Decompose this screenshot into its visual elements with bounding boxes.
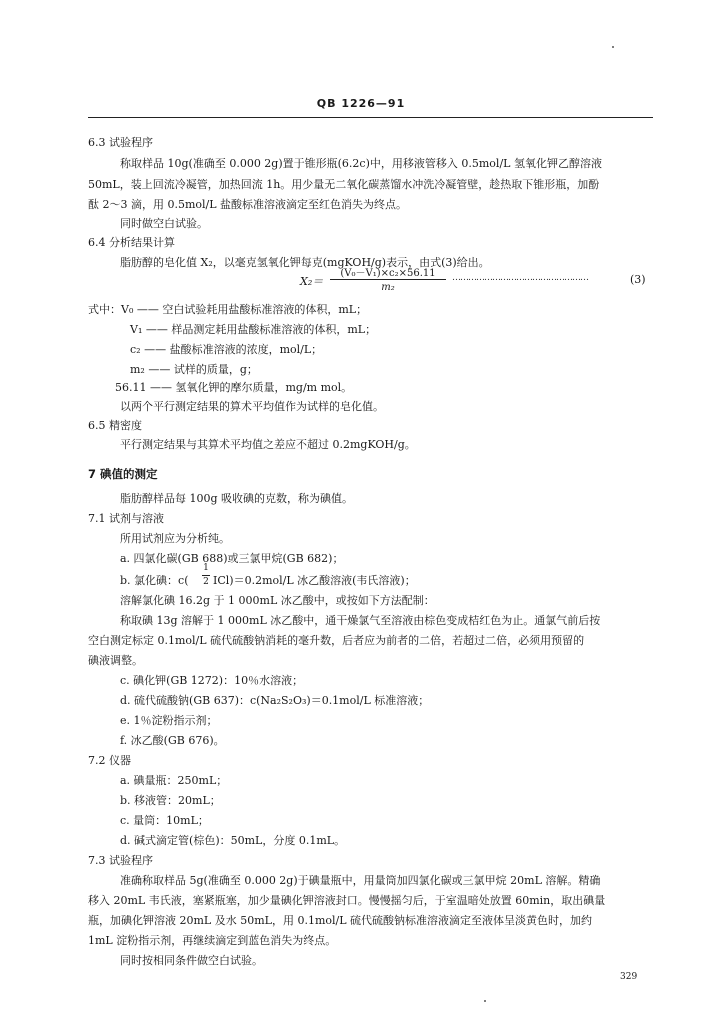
paragraph-line: 碘液调整。 xyxy=(88,654,143,667)
variable-definition: c₂ —— 盐酸标准溶液的浓度，mol/L； xyxy=(130,343,323,356)
formula-number: (3) xyxy=(630,273,646,286)
list-item: a. 四氯化碳(GB 688)或三氯甲烷(GB 682)； xyxy=(120,552,344,565)
paragraph-line: 移入 20mL 韦氏液，塞紧瓶塞，加少量碘化钾溶液封口。慢慢摇匀后，于室温暗处放置 60min，取出碘量 xyxy=(88,894,606,907)
paragraph-line: 溶解氯化碘 16.2g 于 1 000mL 冰乙酸中，或按如下方法配制： xyxy=(120,594,435,607)
formula-fraction-line xyxy=(330,279,446,280)
variable-definition: 式中：V₀ —— 空白试验耗用盐酸标准溶液的体积，mL； xyxy=(88,303,368,316)
list-item: d. 碱式滴定管(棕色)：50mL，分度 0.1mL。 xyxy=(120,834,346,847)
paragraph-line: 平行测定结果与其算术平均值之差应不超过 0.2mgKOH/g。 xyxy=(120,438,416,451)
list-item-continued: ICl)＝0.2mol/L 冰乙酸溶液(韦氏溶液)； xyxy=(213,574,416,587)
inline-fraction-denominator: 2 xyxy=(203,577,209,587)
paragraph-line: 酞 2～3 滴，用 0.5mol/L 盐酸标准溶液滴定至红色消失为终点。 xyxy=(88,198,408,211)
formula-leader-dots: …………………………………………… xyxy=(452,273,588,283)
list-item: b. 移液管：20mL； xyxy=(120,794,221,807)
paragraph-line: 以两个平行测定结果的算术平均值作为试样的皂化值。 xyxy=(120,400,384,413)
paragraph-line: 空白测定标定 0.1mol/L 硫代硫酸钠消耗的毫升数，后者应为前者的二倍，若超过二倍，必须用预留的 xyxy=(88,634,585,647)
section-heading-7-2: 7.2 仪器 xyxy=(88,754,131,767)
header-rule xyxy=(88,117,653,118)
scan-speck xyxy=(612,46,614,48)
list-item: f. 冰乙酸(GB 676)。 xyxy=(120,734,225,747)
variable-definition: V₁ —— 样品测定耗用盐酸标准溶液的体积，mL； xyxy=(130,323,377,336)
chapter-heading-7: 7 碘值的测定 xyxy=(88,467,158,481)
paragraph-line: 脂肪醇的皂化值 X₂，以毫克氢氧化钾每克(mgKOH/g)表示，由式(3)给出。 xyxy=(120,256,490,269)
paragraph-line: 瓶，加碘化钾溶液 20mL 及水 50mL，用 0.1mol/L 硫代硫酸钠标准溶液滴定至液体呈淡黄色时，加约 xyxy=(88,914,593,927)
paragraph-line: 脂肪醇样品每 100g 吸收碘的克数，称为碘值。 xyxy=(120,492,354,505)
paragraph-line: 称取样品 10g(准确至 0.000 2g)置于锥形瓶(6.2c)中，用移液管移入 0.5mol/L 氢氧化钾乙醇溶液 xyxy=(120,157,602,170)
list-item: b. 氯化碘：c( xyxy=(120,574,189,587)
paragraph-line: 同时按相同条件做空白试验。 xyxy=(120,954,263,967)
standard-code-header: QB 1226—91 xyxy=(316,97,406,110)
formula-denominator: m₂ xyxy=(381,282,395,293)
paragraph-line: 所用试剂应为分析纯。 xyxy=(120,532,230,545)
list-item: a. 碘量瓶：250mL； xyxy=(120,774,228,787)
paragraph-line: 同时做空白试验。 xyxy=(120,217,208,230)
section-heading-6-3: 6.3 试验程序 xyxy=(88,136,153,149)
section-heading-7-3: 7.3 试验程序 xyxy=(88,854,153,867)
section-heading-6-5: 6.5 精密度 xyxy=(88,419,142,432)
variable-definition: 56.11 —— 氢氧化钾的摩尔质量，mg/m mol。 xyxy=(115,381,353,394)
paragraph-line: 1mL 淀粉指示剂，再继续滴定到蓝色消失为终点。 xyxy=(88,934,337,947)
formula-lhs: X₂＝ xyxy=(300,275,324,288)
formula-numerator: (V₀－V₁)×c₂×56.11 xyxy=(340,268,436,279)
variable-definition: m₂ —— 试样的质量，g； xyxy=(130,363,258,376)
list-item: d. 硫代硫酸钠(GB 637)：c(Na₂S₂O₃)＝0.1mol/L 标准溶液； xyxy=(120,694,430,707)
scan-speck xyxy=(484,1000,486,1002)
inline-fraction-numerator: 1 xyxy=(203,563,209,573)
list-item: e. 1％淀粉指示剂； xyxy=(120,714,218,727)
list-item: c. 量筒：10mL； xyxy=(120,814,209,827)
page-number: 329 xyxy=(620,972,638,982)
paragraph-line: 50mL，装上回流冷凝管，加热回流 1h。用少量无二氧化碳蒸馏水冲洗冷凝管壁，趁热取下锥形瓶，加酚 xyxy=(88,178,600,191)
paragraph-line: 准确称取样品 5g(准确至 0.000 2g)于碘量瓶中，用量筒加四氯化碳或三氯甲烷 20mL 溶解。精确 xyxy=(120,874,601,887)
section-heading-6-4: 6.4 分析结果计算 xyxy=(88,236,175,249)
paragraph-line: 称取碘 13g 溶解于 1 000mL 冰乙酸中，通干燥氯气至溶液由棕色变成桔红色为止。通氯气前后按 xyxy=(120,614,601,627)
list-item: c. 碘化钾(GB 1272)：10％水溶液； xyxy=(120,674,304,687)
inline-fraction-line xyxy=(202,575,210,576)
section-heading-7-1: 7.1 试剂与溶液 xyxy=(88,512,164,525)
